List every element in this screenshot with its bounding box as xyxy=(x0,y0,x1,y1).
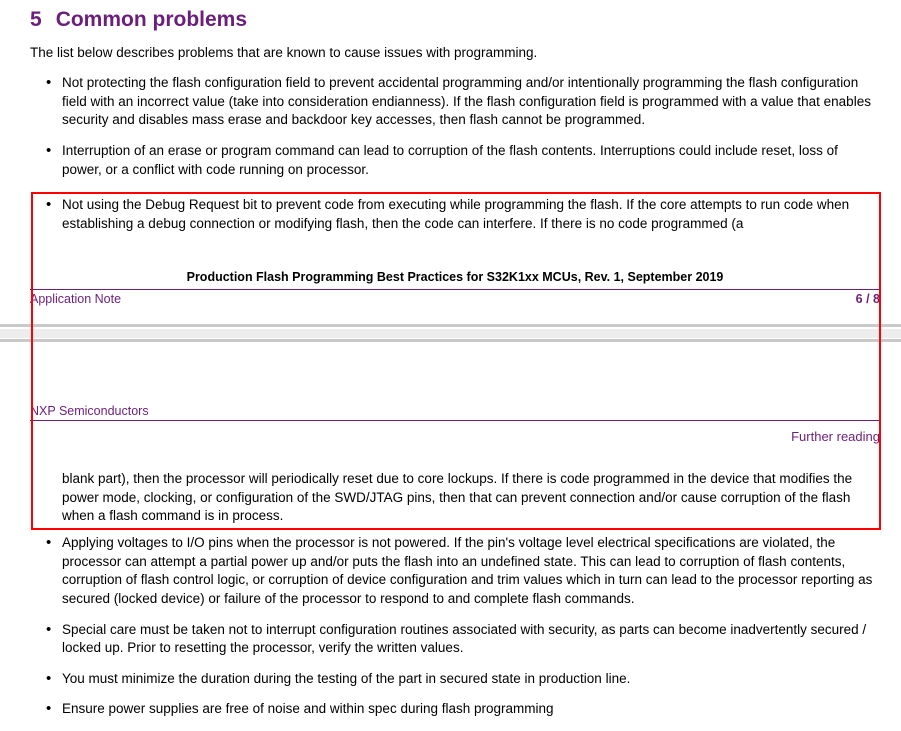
page-break xyxy=(0,322,901,344)
intro-paragraph: The list below describes problems that are known to cause issues with programming. xyxy=(30,45,538,60)
footer-doc-type: Application Note xyxy=(30,292,122,306)
list-item: • Ensure power supplies are free of noise and within spec during flash programming xyxy=(30,700,882,719)
section-title: Common problems xyxy=(55,8,248,31)
section-number: 5 xyxy=(30,8,42,31)
list-item: • Interruption of an erase or program command can lead to corruption of the flash contents. Interruptions could include reset, loss of power, or a conflict with code running on processor. xyxy=(30,142,875,179)
list-item: • Applying voltages to I/O pins when the processor is not powered. If the pin's voltage level electrical specifications are violated, the processor can attempt a partial power up and/or puts the flash into an undefined state. This can lead to corruption of flash contents, corruption of flash control logic, or corruption of device configuration and trim values which in turn can lead to the processor reporting as secured (locked device) or failure of the processor to respond to and complete flash commands. xyxy=(30,534,882,609)
page-title xyxy=(0,0,901,32)
header-company-name: NXP Semiconductors xyxy=(30,404,149,418)
list-item-split-part1: • Not using the Debug Request bit to prevent code from executing while programming the flash. If the core attempts to run code when establishing a debug connection or modifying flash, then the code can interfere. If there is no code programmed (a xyxy=(30,196,878,233)
footer-document-title: Production Flash Programming Best Practices for S32K1xx MCUs, Rev. 1, September 2019 xyxy=(186,270,724,284)
page-footer xyxy=(30,270,880,306)
list-item-split-part2: blank part), then the processor will periodically reset due to core lockups. If there is code programmed in the device that modifies the power mode, clocking, or configuration of the SWD/JTAG pins, then that can prevent connection and/or cause corruption of the flash when a flash command is in process. xyxy=(62,471,853,524)
list-item: • You must minimize the duration during the testing of the part in secured state in production line. xyxy=(30,670,882,689)
list-item: • Not protecting the flash configuration field to prevent accidental programming and/or intentionally programming the flash configuration field with an incorrect value (take into consideration endianness). If the flash configuration field is programmed with a value that enables security and disables mass erase and backdoor key accesses, then flash cannot be programmed. xyxy=(30,74,875,130)
page-header xyxy=(30,404,880,444)
footer-page-number: 6 / 8 xyxy=(855,292,880,306)
list-item: • Special care must be taken not to interrupt configuration routines associated with security, as parts can become inadvertently secured / locked up. Prior to resetting the processor, verify the written values. xyxy=(30,621,882,658)
header-chapter-name: Further reading xyxy=(791,429,880,444)
problems-list-bottom xyxy=(30,534,882,719)
problems-list-top xyxy=(0,74,901,179)
